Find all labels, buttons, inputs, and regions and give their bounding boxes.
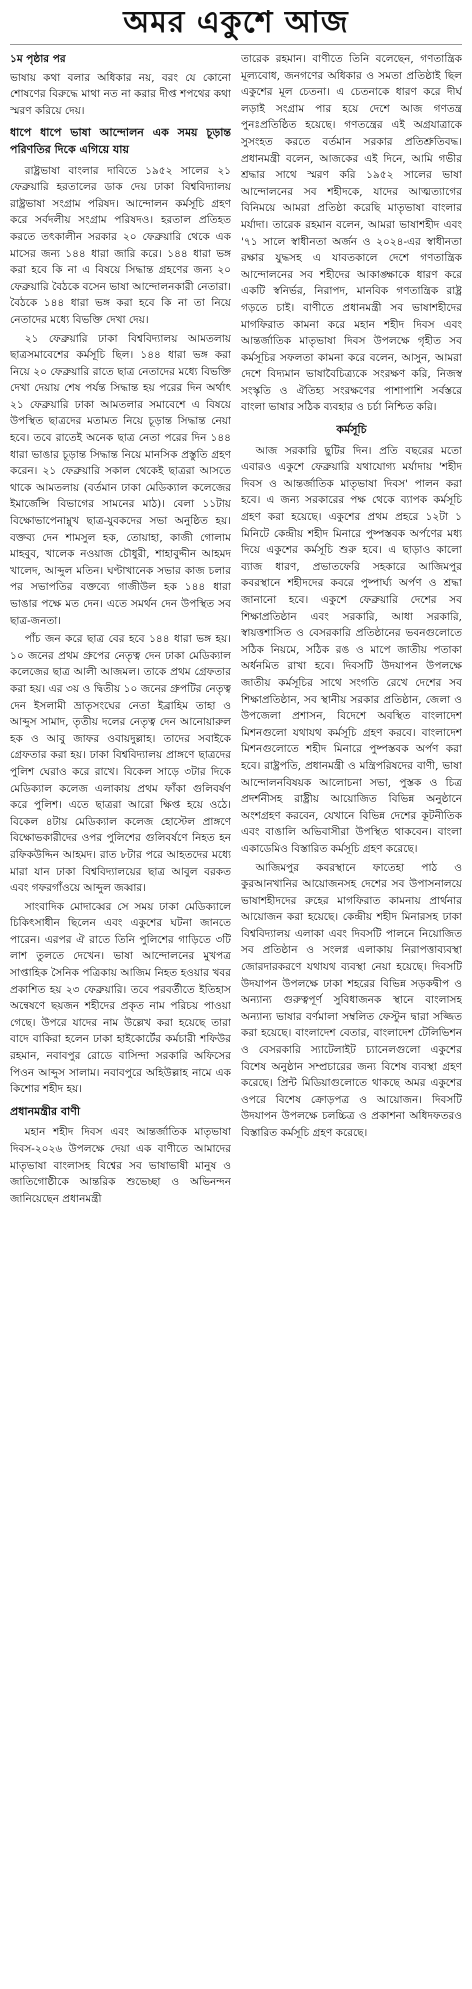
paragraph: ভাষায় কথা বলার অধিকার নয়, বরং যে কোনো শোষণের বিরুদ্ধে মাথা নত না করার দীপ্ত শপথের কথা স্মরণ করিয়ে দেয়।: [10, 71, 231, 117]
article-columns: [10, 51, 462, 1981]
paragraph: তারেক রহমান। বাণীতে তিনি বলেছেন, গণতান্ত্রিক মূল্যবোধ, জনগণের অধিকার ও সমতা প্রতিষ্ঠাই ছিল একুশের মূল চেতনা। এ চেতনাকে ধারণ করে দীর্ঘ লড়াই সংগ্রাম পার হয়ে দেশে আজ গণতন্ত্র পুনঃপ্রতিষ্ঠিত হয়েছে। গণতন্ত্রের এই অগ্রযাত্রাকে সুসংহত করতে বর্তমান সরকার প্রতিশ্রুতিবদ্ধ। প্রধানমন্ত্রী বলেন, আজকের এই দিনে, আমি গভীর শ্রদ্ধার সাথে স্মরণ করি ১৯৫২ সালের ভাষা আন্দোলনের সব শহীদকে, যাদের আত্মত্যাগের বিনিময়ে আমরা প্রতিষ্ঠা করেছি মাতৃভাষা বাংলার মর্যাদা। তারেক রহমান বলেন, আমরা ভাষাশহীদ এবং '৭১ সালে স্বাধীনতা অর্জন ও ২০২৪-এর স্বাধীনতা রক্ষার যুদ্ধসহ এ যাবতকালে দেশে গণতান্ত্রিক আন্দোলনের সব শহীদের আকাঙ্ক্ষাকে ধারণ করে একটি স্বনির্ভর, নিরাপদ, মানবিক গণতান্ত্রিক রাষ্ট্র গড়তে চাই। বাণীতে প্রধানমন্ত্রী সব ভাষাশহীদের মাগফিরাত কামনা করে মহান শহীদ দিবস এবং আন্তর্জাতিক মাতৃভাষা দিবস উপলক্ষে গৃহীত সব কর্মসূচির সফলতা কামনা করে বলেন, আসুন, আমরা দেশে বিদ্যমান ভাষাবৈচিত্র্যকে সংরক্ষণ করি, নিজস্ব সংস্কৃতি ও ঐতিহ্য সংরক্ষণের পাশাপাশি সর্বস্তরে বাংলা ভাষার সঠিক ব্যবহার ও চর্চা নিশ্চিত করি।: [241, 53, 462, 414]
right-column: [241, 51, 462, 1981]
paragraph: আজ সরকারি ছুটির দিন। প্রতি বছরের মতো এবারও একুশে ফেব্রুয়ারি যথাযোগ্য মর্যাদায় 'শহীদ দিবস ও আন্তর্জাতিক মাতৃভাষা দিবস' পালন করা হবে। এ জন্য সরকারের পক্ষ থেকে ব্যাপক কর্মসূচি গ্রহণ করা হয়েছে। একুশের প্রথম প্রহরে ১২টা ১ মিনিটে কেন্দ্রীয় শহীদ মিনারে পুষ্পস্তবক অর্পণের মধ্য দিয়ে একুশের কর্মসূচি শুরু হবে। এ ছাড়াও কালো ব্যাজ ধারণ, প্রভাতফেরি সহকারে আজিমপুর কবরস্থানে শহীদদের কবরে পুষ্পার্ঘ্য অর্পণ ও শ্রদ্ধা জানানো হবে। একুশে ফেব্রুয়ারি দেশের সব শিক্ষাপ্রতিষ্ঠান এবং সরকারি, আধা সরকারি, স্বায়ত্তশাসিত ও বেসরকারি প্রতিষ্ঠানের ভবনগুলোতে সঠিক নিয়মে, সঠিক রঙ ও মাপে জাতীয় পতাকা অর্ধনমিত রাখা হবে। দিবসটি উদযাপন উপলক্ষে জাতীয় কর্মসূচির সাথে সংগতি রেখে দেশের সব শিক্ষাপ্রতিষ্ঠান, সব স্থানীয় সরকার প্রতিষ্ঠান, জেলা ও উপজেলা প্রশাসন, বিদেশে অবস্থিত বাংলাদেশ মিশনগুলো যথাযথ কর্মসূচি গ্রহণ করবে। বাংলাদেশ মিশনগুলোতে শহীদ মিনারে পুষ্পস্তবক অর্পণ করা হবে। রাষ্ট্রপতি, প্রধানমন্ত্রী ও মন্ত্রিপরিষদের বাণী, ভাষা আন্দোলনবিষয়ক আলোচনা সভা, পুস্তক ও চিত্র প্রদর্শনীসহ রাষ্ট্রীয় আয়োজিত বিভিন্ন অনুষ্ঠানে অংশগ্রহণ করবেন, যেখানে বিভিন্ন দেশের কূটনীতিক এবং বাঙালি অভিবাসীরা উপস্থিত থাকবেন। বাংলা একাডেমিও বিস্তারিত কর্মসূচি গ্রহণ করেছে।: [241, 444, 462, 855]
paragraph: রাষ্ট্রভাষা বাংলার দাবিতে ১৯৫২ সালের ২১ ফেব্রুয়ারি হরতালের ডাক দেয় ঢাকা বিশ্ববিদ্যালয় রাষ্ট্রভাষা সংগ্রাম পরিষদ। আন্দোলন কর্মসূচি গ্রহণ করে সর্বদলীয় সংগ্রাম পরিষদও। হরতাল প্রতিহত করতে তৎকালীন সরকার ২০ ফেব্রুয়ারি থেকে এক মাসের জন্য ১৪৪ ধারা জারি করে। ১৪৪ ধারা ভঙ্গ করা হবে কি না এ বিষয়ে সিদ্ধান্ত গ্রহণের জন্য ২০ ফেব্রুয়ারি বৈঠকে বসেন ভাষা আন্দোলনকারী নেতারা। বৈঠকে ১৪৪ ধারা ভঙ্গ করা হবে কি না তা নিয়ে নেতাদের মধ্যে বিভক্তি দেখা দেয়।: [10, 164, 231, 326]
section-subheading: ধাপে ধাপে ভাষা আন্দোলন এক সময় চূড়ান্ত পরিণতির দিকে এগিয়ে যায়: [10, 126, 231, 156]
section-subheading: প্রধানমন্ত্রীর বাণী: [10, 1104, 81, 1118]
paragraph: মহান শহীদ দিবস এবং আন্তর্জাতিক মাতৃভাষা দিবস-২০২৬ উপলক্ষে দেয়া এক বাণীতে আমাদের মাতৃভাষা বাংলাসহ বিশ্বের সব ভাষাভাষী মানুষ ও জাতিগোষ্ঠীকে আন্তরিক শুভেচ্ছা ও অভিনন্দন জানিয়েছেন প্রধানমন্ত্রী: [10, 1126, 231, 1205]
section-subheading: কর্মসূচি: [336, 423, 367, 437]
left-column: [10, 51, 231, 1981]
paragraph: পাঁচ জন করে ছাত্র বের হবে ১৪৪ ধারা ভঙ্গ হয়। ১০ জনের প্রথম গ্রুপের নেতৃত্ব দেন ঢাকা মেডিক্যাল কলেজের ছাত্র আলী আজমল। তাকে প্রথম গ্রেফতার করা হয়। এর ৩য় ও দ্বিতীয় ১০ জনের গ্রুপটির নেতৃত্ব দেন ইসলামী ভ্রাতৃসংঘের নেতা ইব্রাহিম তাহা ও আব্দুস সামাদ, তৃতীয় দলের নেতৃত্ব দেন আনোয়ারুল হক ও আবু জাফর ওবায়দুল্লাহ। তাদের সবাইকে গ্রেফতার করা হয়। ঢাকা বিশ্ববিদ্যালয় প্রাঙ্গণে ছাত্রদের পুলিশ ঘেরাও করে রাখে। বিকেল সাড়ে ৩টার দিকে মেডিক্যাল কলেজ এলাকায় প্রথম ফাঁকা গুলিবর্ষণ করে পুলিশ। এতে ছাত্ররা আরো ক্ষিপ্ত হয়ে ওঠে। বিকেল ৪টায় মেডিক্যাল কলেজ হোস্টেল প্রাঙ্গণে বিক্ষোভকারীদের ওপর পুলিশের গুলিবর্ষণে নিহত হন রফিকউদ্দিন আহমদ। রাত ৮টার পরে আহতদের মধ্যে মারা যান ঢাকা বিশ্ববিদ্যালয়ের ছাত্র আবুল বরকত এবং গফরগাঁওয়ে আব্দুল জব্বার।: [10, 633, 231, 895]
page-headline: অমর একুশে আজ: [10, 6, 462, 45]
paragraph: আজিমপুর কবরস্থানে ফাতেহা পাঠ ও কুরআনখানির আয়োজনসহ দেশের সব উপাসনালয়ে ভাষাশহীদদের রুহের মাগফিরাত কামনায় প্রার্থনার আয়োজন করা হয়েছে। কেন্দ্রীয় শহীদ মিনারসহ ঢাকা বিশ্ববিদ্যালয় এলাকা এবং দিবসটি পালনে নিয়োজিত সব প্রতিষ্ঠান ও সংলগ্ন এলাকায় নিরাপত্তাব্যবস্থা জোরদারকরণে যথাযথ ব্যবস্থা নেয়া হয়েছে। দিবসটি উদযাপন উপলক্ষে ঢাকা শহরের বিভিন্ন সড়কদ্বীপ ও অন্যান্য গুরুত্বপূর্ণ সুবিধাজনক স্থানে বাংলাসহ অন্যান্য ভাষার বর্ণমালা সম্বলিত ফেস্টুন দ্বারা সজ্জিত করা হয়েছে। বাংলাদেশ বেতার, বাংলাদেশ টেলিভিশন ও বেসরকারি স্যাটেলাইট চ্যানেলগুলো একুশের বিশেষ অনুষ্ঠান সম্প্রচারের জন্য বিশেষ ব্যবস্থা গ্রহণ করেছে। প্রিন্ট মিডিয়াগুলোতে থাকছে অমর একুশের ওপরে বিশেষ ক্রোড়পত্র ও আয়োজন। দিবসটি উদযাপন উপলক্ষে চলচ্চিত্র ও প্রকাশনা অধিদফতরও বিস্তারিত কর্মসূচি গ্রহণ করেছে।: [241, 861, 462, 1139]
continued-from-label: ১ম পৃষ্ঠার পর: [10, 53, 66, 65]
paragraph: ২১ ফেব্রুয়ারি ঢাকা বিশ্ববিদ্যালয় আমতলায় ছাত্রসমাবেশের কর্মসূচি ছিল। ১৪৪ ধারা ভঙ্গ করা নিয়ে ২০ ফেব্রুয়ারি রাতে ছাত্র নেতাদের মধ্যে বিভক্তি দেখা দেয়ায় শেষ পর্যন্ত সিদ্ধান্ত হয় পরের দিন অর্থাৎ ২১ ফেব্রুয়ারি ঢাকা আমতলার সমাবেশে এ বিষয়ে উপস্থিত ছাত্রদের মতামত নিয়ে চূড়ান্ত সিদ্ধান্ত নেয়া হবে। তবে রাতেই অনেক ছাত্র নেতা পরের দিন ১৪৪ ধারা ভাঙার চূড়ান্ত সিদ্ধান্ত নিয়ে মানসিক প্রস্তুতি গ্রহণ করেন। ২১ ফেব্রুয়ারি সকাল থেকেই ছাত্ররা আসতে থাকে আমতলায় (বর্তমান ঢাকা মেডিক্যাল কলেজের ইমার্জেন্সি বিভাগের সামনের মাঠ)। বেলা ১১টায় বিক্ষোভাপেনাম্নুখ ছাত্র-যুবকদের সভা অনুষ্ঠিত হয়। বক্তব্য দেন শামসুল হক, তোয়াহা, কাজী গোলাম মাহবুব, খালেক নওয়াজ চৌধুরী, শাহাবুদ্দীন আহমদ খালেদ, আব্দুল মতিন। ঘণ্টাখানেক সভার কাজ চলার পর সভাপতির বক্তব্যে গাজীউল হক ১৪৪ ধারা ভাঙার পক্ষে মত দেন। এতে সমর্থন দেন উপস্থিত সব ছাত্র-জনতা।: [10, 332, 231, 627]
paragraph: সাংবাদিক মোদাব্বের সে সময় ঢাকা মেডিক্যালে চিকিৎসাধীন ছিলেন এবং একুশের ঘটনা জানতে পারেন। এরপর ঐ রাতে তিনি পুলিশের গাড়িতে ৩টি লাশ তুলতে দেখেন। ভাষা আন্দোলনের মুখপত্র সাপ্তাহিক সৈনিক পত্রিকায় আজিম নিহত হওয়ার খবর প্রকাশিত হয় ২৩ ফেব্রুয়ারি। তবে পরবর্তীতে ইতিহাস অন্বেষণে ছয়জন শহীদের প্রকৃত নাম পরিচয় পাওয়া গেছে। উপরে যাদের নাম উল্লেখ করা হয়েছে তারা বাদে বাকিরা হলেন ঢাকা হাইকোর্টের কর্মচারী শফিউর রহমান, নবাবপুর রোডে বাসিন্দা সরকারি অফিসের পিওন আব্দুস সালাম। নবাবপুরে অহিউল্লাহ নামে এক কিশোর শহীদ হয়।: [10, 900, 231, 1096]
